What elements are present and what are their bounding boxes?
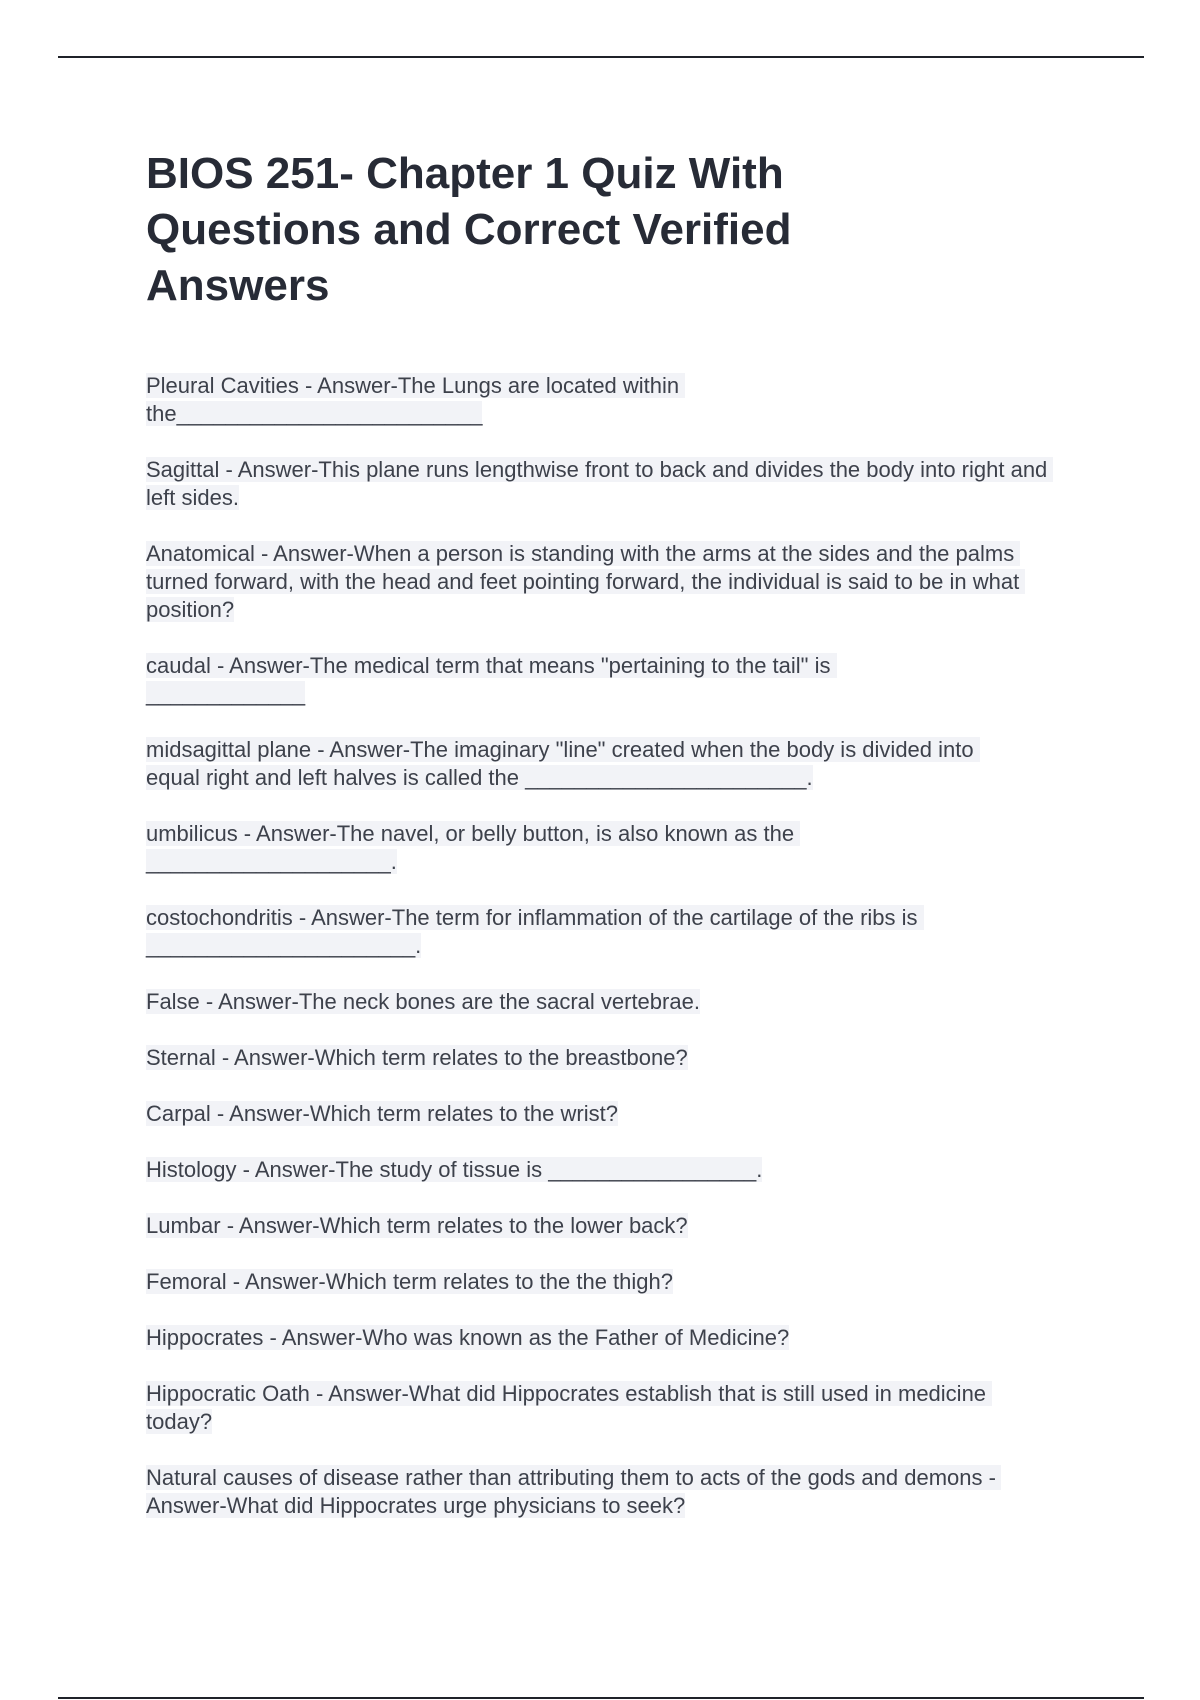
qa-item-text: Hippocratic Oath - Answer-What did Hippocrates establish that is still used in medicine today? <box>146 1381 993 1434</box>
qa-item-text: Femoral - Answer-Which term relates to the the thigh? <box>146 1269 673 1294</box>
qa-item-text: Lumbar - Answer-Which term relates to the lower back? <box>146 1213 688 1238</box>
qa-item <box>146 1380 1006 1436</box>
qa-item <box>146 988 1056 1016</box>
qa-item <box>146 1268 1056 1296</box>
qa-list <box>146 372 1056 1520</box>
qa-item <box>146 1324 1056 1352</box>
qa-item <box>146 1464 1026 1520</box>
top-divider <box>58 56 1144 58</box>
qa-item-text: Carpal - Answer-Which term relates to the wrist? <box>146 1101 618 1126</box>
qa-item <box>146 372 746 428</box>
qa-item <box>146 456 1056 512</box>
qa-item <box>146 1212 1056 1240</box>
qa-item-text: costochondritis - Answer-The term for inflammation of the cartilage of the ribs is ______________________. <box>146 905 924 958</box>
qa-item-text: Hippocrates - Answer-Who was known as the Father of Medicine? <box>146 1325 790 1350</box>
qa-item-text: Pleural Cavities - Answer-The Lungs are located within the_________________________ <box>146 373 686 426</box>
qa-item-text: Anatomical - Answer-When a person is standing with the arms at the sides and the palms turned forward, with the head and feet pointing forward, the individual is said to be in what position? <box>146 541 1026 622</box>
qa-item <box>146 1156 1056 1184</box>
qa-item-text: midsagittal plane - Answer-The imaginary "line" created when the body is divided into equal right and left halves is called the _______________________. <box>146 737 980 790</box>
qa-item-text: caudal - Answer-The medical term that means "pertaining to the tail" is _____________ <box>146 653 837 706</box>
document-title: BIOS 251- Chapter 1 Quiz With Questions and Correct Verified Answers <box>146 149 792 310</box>
qa-item <box>146 1100 1056 1128</box>
qa-item <box>146 904 1026 960</box>
bottom-divider <box>58 1697 1144 1699</box>
qa-item-text: umbilicus - Answer-The navel, or belly button, is also known as the ____________________. <box>146 821 801 874</box>
qa-item <box>146 652 926 708</box>
document-body <box>146 146 1056 1548</box>
qa-item-text: Natural causes of disease rather than attributing them to acts of the gods and demons - Answer-What did Hippocrates urge physicians to seek? <box>146 1465 1001 1518</box>
qa-item-text: False - Answer-The neck bones are the sacral vertebrae. <box>146 989 700 1014</box>
qa-item <box>146 736 1026 792</box>
qa-item <box>146 540 1056 624</box>
qa-item-text: Sagittal - Answer-This plane runs lengthwise front to back and divides the body into right and left sides. <box>146 457 1054 510</box>
qa-item-text: Sternal - Answer-Which term relates to the breastbone? <box>146 1045 688 1070</box>
qa-item <box>146 820 906 876</box>
qa-item-text: Histology - Answer-The study of tissue is _________________. <box>146 1157 763 1182</box>
qa-item <box>146 1044 1056 1072</box>
